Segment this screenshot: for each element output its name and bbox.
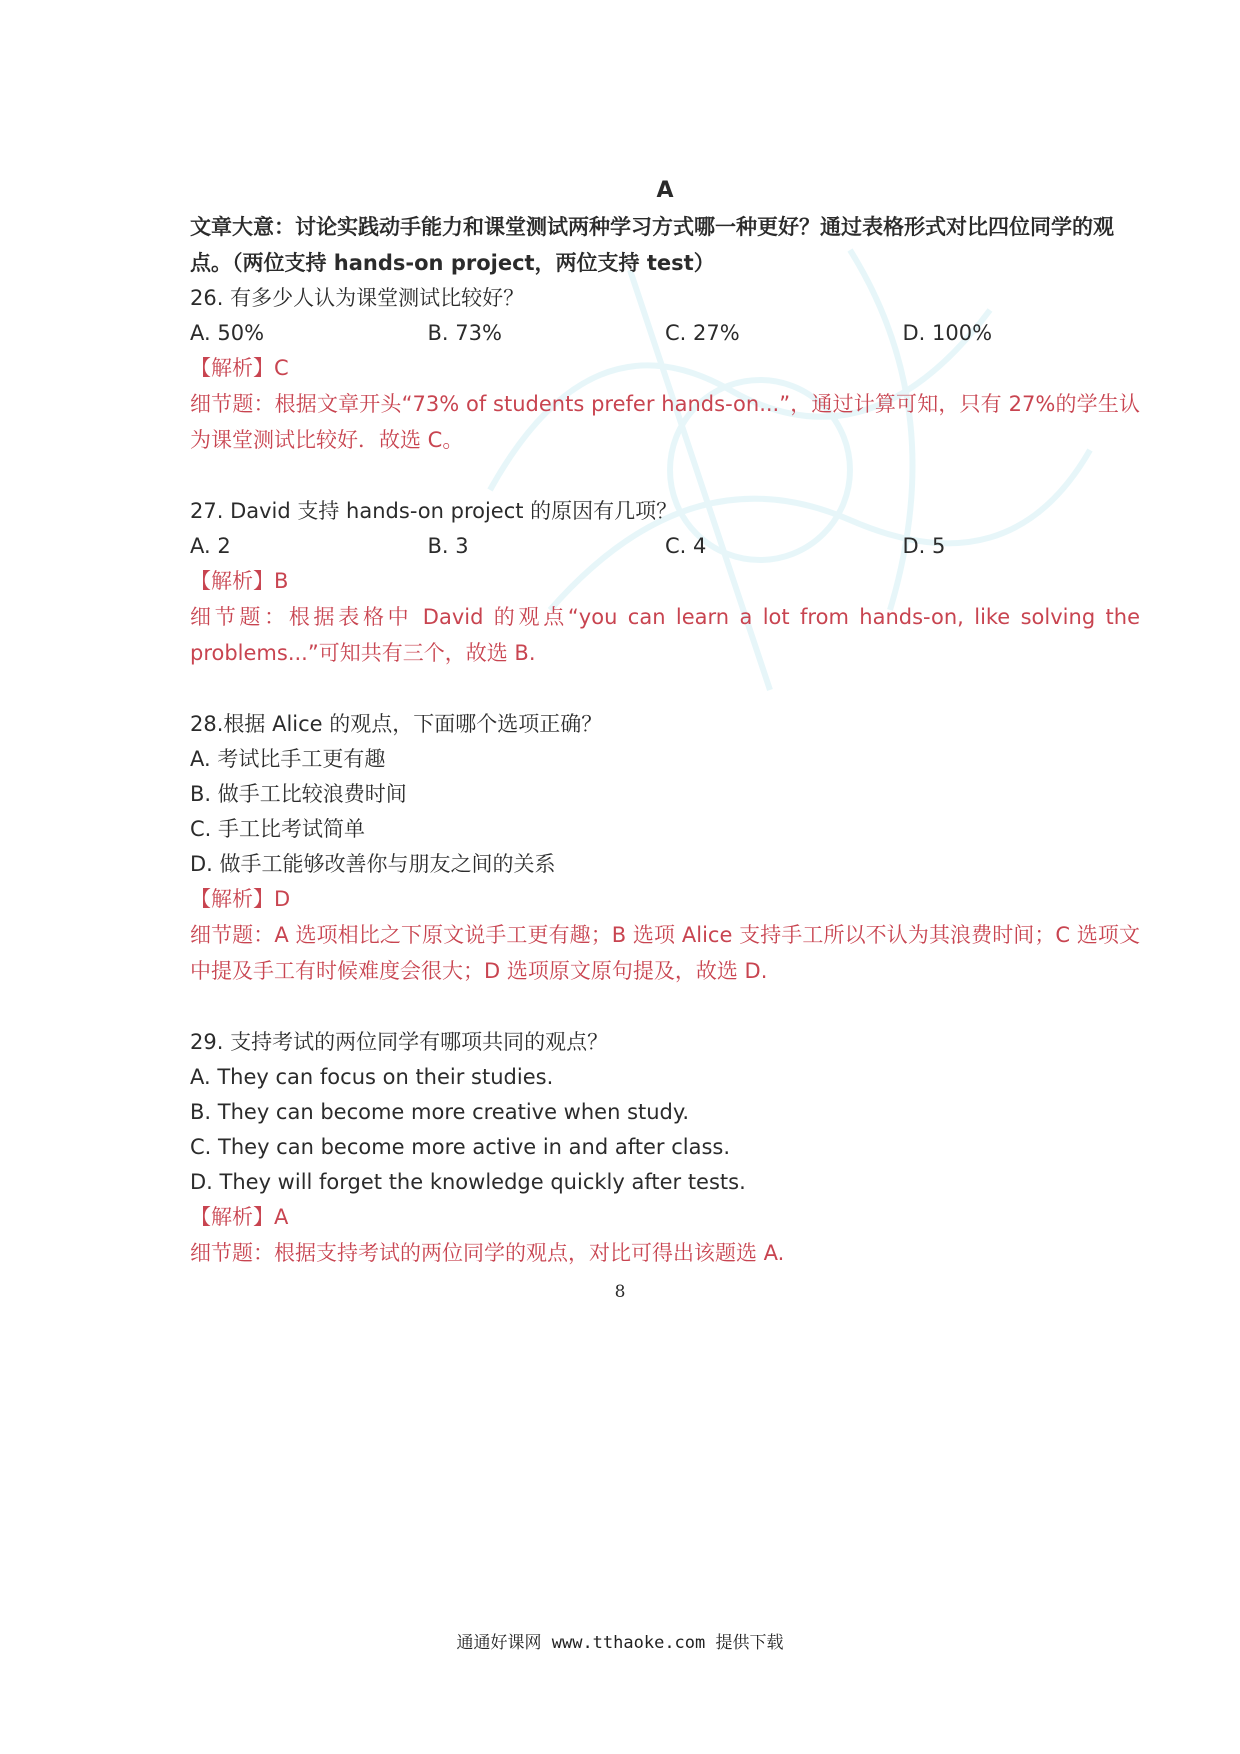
document-content bbox=[190, 178, 1140, 1271]
question-27-explanation: 细节题：根据表格中 David 的观点“you can learn a lot from hands-on, like solving the problems...”可知共有三个，故选 B. bbox=[190, 605, 1140, 665]
question-29: 29. 支持考试的两位同学有哪项共同的观点？ bbox=[190, 1030, 609, 1054]
spacer bbox=[190, 458, 1140, 494]
option-d: D. 做手工能够改善你与朋友之间的关系 bbox=[190, 852, 556, 876]
option-b: B. 做手工比较浪费时间 bbox=[190, 782, 407, 806]
question-26-options bbox=[190, 316, 1140, 351]
question-27-answer: 【解析】B bbox=[190, 569, 289, 593]
question-29-answer: 【解析】A bbox=[190, 1205, 289, 1229]
spacer bbox=[190, 989, 1140, 1025]
page-number: 8 bbox=[614, 1282, 626, 1302]
question-29-explanation: 细节题：根据支持考试的两位同学的观点，对比可得出该题选 A. bbox=[190, 1241, 785, 1265]
article-summary: 文章大意：讨论实践动手能力和课堂测试两种学习方式哪一种更好？通过表格形式对比四位同学的观点。（两位支持 hands-on project，两位支持 test） bbox=[190, 215, 1114, 275]
question-26-answer: 【解析】C bbox=[190, 356, 289, 380]
option-b: B. 73% bbox=[427, 321, 502, 345]
option-a: A. 考试比手工更有趣 bbox=[190, 747, 386, 771]
question-26-explanation: 细节题：根据文章开头“73% of students prefer hands-on...”，通过计算可知，只有 27%的学生认为课堂测试比较好．故选 C。 bbox=[190, 392, 1140, 452]
option-d: D. 100% bbox=[902, 321, 993, 345]
question-28-answer: 【解析】D bbox=[190, 887, 291, 911]
option-a: A. 50% bbox=[190, 321, 265, 345]
option-b: B. 3 bbox=[427, 534, 469, 558]
option-c: C. They can become more active in and after class. bbox=[190, 1135, 731, 1159]
footer-text: 通通好课网 www.tthaoke.com 提供下载 bbox=[456, 1633, 784, 1653]
section-title: A bbox=[656, 178, 674, 203]
question-27: 27. David 支持 hands-on project 的原因有几项？ bbox=[190, 499, 678, 523]
option-b: B. They can become more creative when study. bbox=[190, 1100, 689, 1124]
question-27-options bbox=[190, 529, 1140, 564]
question-28-explanation: 细节题：A 选项相比之下原文说手工更有趣；B 选项 Alice 支持手工所以不认为其浪费时间；C 选项文中提及手工有时候难度会很大；D 选项原文原句提及，故选 D. bbox=[190, 923, 1140, 983]
option-d: D. They will forget the knowledge quickly after tests. bbox=[190, 1170, 746, 1194]
option-a: A. 2 bbox=[190, 534, 231, 558]
option-a: A. They can focus on their studies. bbox=[190, 1065, 554, 1089]
question-28: 28.根据 Alice 的观点，下面哪个选项正确？ bbox=[190, 712, 603, 736]
option-c: C. 4 bbox=[665, 534, 707, 558]
spacer bbox=[190, 671, 1140, 707]
option-c: C. 27% bbox=[665, 321, 740, 345]
question-26: 26. 有多少人认为课堂测试比较好？ bbox=[190, 286, 525, 310]
option-d: D. 5 bbox=[902, 534, 946, 558]
option-c: C. 手工比考试简单 bbox=[190, 817, 366, 841]
